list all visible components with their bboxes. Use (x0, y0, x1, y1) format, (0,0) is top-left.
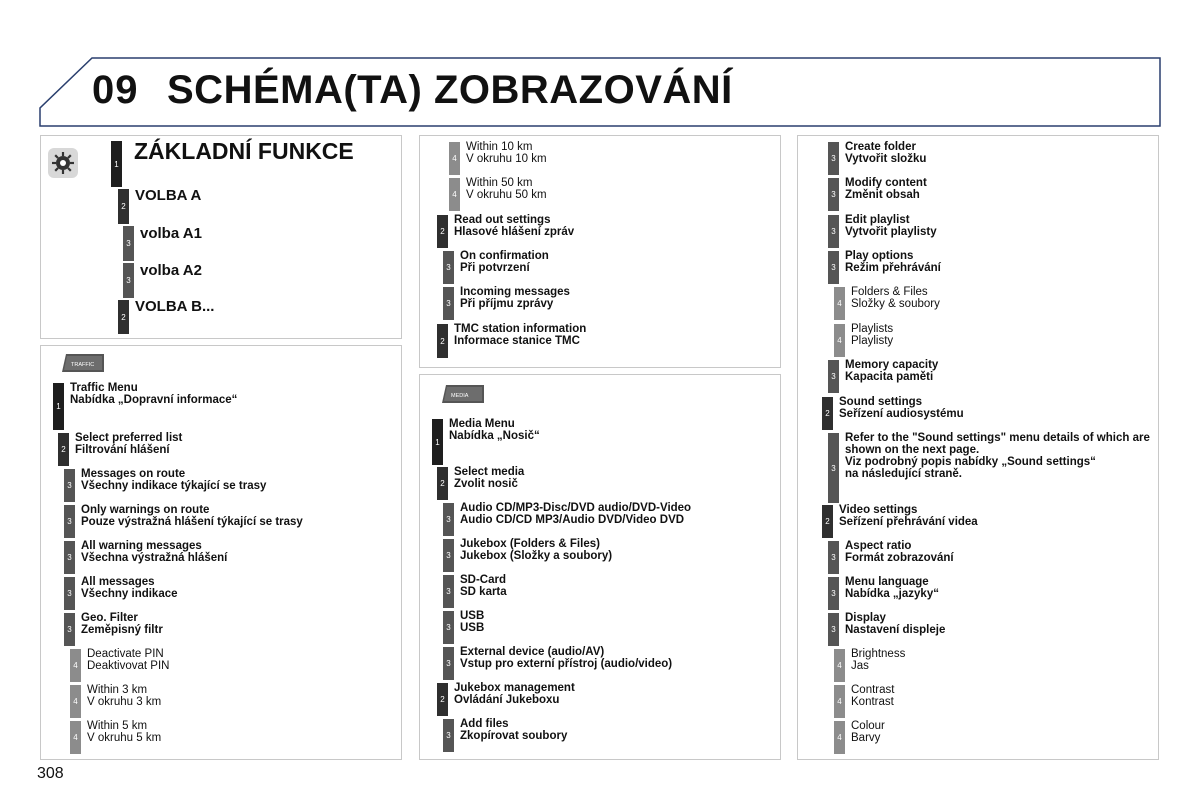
menu-entry-label (81, 504, 303, 528)
menu-entry-line: Zeměpisný filtr (81, 624, 163, 636)
menu-entry-line: SD-Card (460, 574, 507, 586)
menu-entry-line: Sound settings (839, 396, 923, 408)
legend-panel (40, 135, 402, 339)
level-marker: 3 (443, 611, 454, 644)
level-marker: 4 (834, 324, 845, 357)
menu-entry-line: Jukebox management (454, 682, 575, 694)
media-tab-icon (440, 384, 486, 404)
menu-entry-line: Nabídka „jazyky“ (845, 588, 939, 600)
menu-entry-line: V okruhu 3 km (87, 696, 162, 708)
menu-entry-label (460, 718, 567, 742)
menu-entry-label (466, 177, 547, 201)
menu-entry-line: V okruhu 50 km (466, 189, 547, 201)
level-marker: 2 (118, 189, 129, 224)
menu-entry-line: TMC station information (454, 323, 587, 335)
level-marker: 3 (443, 503, 454, 536)
menu-entry-label (845, 141, 926, 165)
level-marker: 4 (834, 649, 845, 682)
level-marker: 1 (111, 141, 122, 187)
level-marker: 3 (828, 251, 839, 284)
level-marker: 3 (828, 541, 839, 574)
menu-entry-line: Deactivate PIN (87, 648, 164, 660)
chapter-number: 09 (92, 68, 139, 112)
menu-entry-line: Jas (851, 660, 869, 672)
level-marker: 3 (443, 647, 454, 680)
menu-entry-label (87, 720, 161, 744)
menu-entry-label (851, 323, 893, 347)
level-marker: 3 (64, 505, 75, 538)
menu-entry-label (460, 250, 549, 274)
menu-entry-line: Nabídka „Dopravní informace“ (70, 394, 238, 406)
menu-entry-label (460, 502, 691, 526)
menu-entry-line: Vstup pro externí přístroj (audio/video) (460, 658, 673, 670)
traffic-tab-label: TRAFFIC (71, 362, 95, 368)
level-marker: 3 (123, 263, 134, 298)
menu-entry-line: Barvy (851, 732, 881, 744)
menu-entry-line: Formát zobrazování (845, 552, 954, 564)
menu-entry-line: Brightness (851, 648, 906, 660)
menu-entry-label (839, 396, 964, 420)
menu-entry-line: Změnit obsah (845, 189, 920, 201)
menu-entry-line: Within 50 km (466, 177, 533, 189)
menu-entry-label (845, 540, 954, 564)
menu-entry-line: Menu language (845, 576, 929, 588)
level-marker: 3 (828, 577, 839, 610)
legend-volba-a2: volba A2 (140, 262, 202, 279)
menu-entry-label (466, 141, 547, 165)
menu-entry-line: Video settings (839, 504, 918, 516)
menu-entry-label (460, 574, 507, 598)
menu-entry-line: Media Menu (449, 418, 515, 430)
level-marker: 3 (828, 142, 839, 175)
menu-entry-line: Incoming messages (460, 286, 570, 298)
level-marker: 3 (443, 719, 454, 752)
menu-entry-line: Všechna výstražná hlášení (81, 552, 228, 564)
menu-entry-line: Only warnings on route (81, 504, 210, 516)
menu-entry-line: Hlasové hlášení zpráv (454, 226, 575, 238)
menu-entry-line: shown on the next page. (845, 444, 980, 456)
menu-entry-line: Geo. Filter (81, 612, 138, 624)
media-tab-label: MEDIA (451, 393, 469, 399)
menu-entry-line: V okruhu 10 km (466, 153, 547, 165)
menu-entry-label (851, 286, 940, 310)
menu-entry-label (87, 648, 169, 672)
menu-entry-line: Filtrování hlášení (75, 444, 170, 456)
menu-entry-label (845, 250, 941, 274)
menu-entry-label (845, 432, 1150, 480)
menu-entry-line: Within 5 km (87, 720, 148, 732)
menu-entry-line: Vytvořit složku (845, 153, 927, 165)
menu-entry-label (460, 538, 612, 562)
menu-entry-line: On confirmation (460, 250, 549, 262)
legend-volba-b: VOLBA B... (135, 298, 215, 315)
menu-entry-line: Within 10 km (466, 141, 533, 153)
level-marker: 3 (828, 360, 839, 393)
menu-entry-line: Messages on route (81, 468, 186, 480)
level-marker: 4 (70, 649, 81, 682)
menu-entry-label (70, 382, 237, 406)
menu-entry-line: Zvolit nosič (454, 478, 518, 490)
menu-entry-line: Seřízení přehrávání videa (839, 516, 978, 528)
menu-entry-label (454, 323, 586, 347)
menu-entry-line: Nabídka „Nosič“ (449, 430, 540, 442)
menu-entry-label (851, 720, 885, 744)
menu-entry-line: Within 3 km (87, 684, 148, 696)
menu-entry-label (845, 359, 938, 383)
level-marker: 3 (64, 613, 75, 646)
menu-entry-label (845, 214, 937, 238)
menu-entry-line: Kapacita paměti (845, 371, 934, 383)
menu-entry-line: Deaktivovat PIN (87, 660, 170, 672)
menu-entry-line: Folders & Files (851, 286, 928, 298)
menu-entry-line: Zkopírovat soubory (460, 730, 568, 742)
legend-heading: ZÁKLADNÍ FUNKCE (134, 138, 354, 164)
level-marker: 4 (834, 685, 845, 718)
menu-entry-line: Playlists (851, 323, 894, 335)
menu-entry-line: Nastavení displeje (845, 624, 946, 636)
page-number: 308 (37, 765, 64, 782)
menu-entry-label (845, 177, 927, 201)
level-marker: 3 (443, 575, 454, 608)
menu-entry-line: All messages (81, 576, 155, 588)
menu-entry-line: Všechny indikace (81, 588, 178, 600)
menu-entry-label (460, 610, 484, 634)
level-marker: 3 (828, 178, 839, 211)
menu-entry-label (845, 612, 945, 636)
level-marker: 3 (828, 613, 839, 646)
level-marker: 2 (437, 467, 448, 500)
menu-entry-line: SD karta (460, 586, 507, 598)
menu-entry-line: Ovládání Jukeboxu (454, 694, 560, 706)
menu-entry-line: Při příjmu zprávy (460, 298, 554, 310)
level-marker: 2 (58, 433, 69, 466)
menu-entry-label (851, 648, 905, 672)
legend-volba-a: VOLBA A (135, 187, 202, 204)
menu-entry-label (839, 504, 978, 528)
menu-entry-line: Colour (851, 720, 885, 732)
menu-entry-line: Select preferred list (75, 432, 183, 444)
level-marker: 3 (828, 215, 839, 248)
menu-entry-line: Jukebox (Složky a soubory) (460, 550, 613, 562)
level-marker: 2 (822, 397, 833, 430)
level-marker: 3 (443, 539, 454, 572)
menu-entry-line: Viz podrobný popis nabídky „Sound settings“ (845, 456, 1096, 468)
menu-entry-line: Audio CD/CD MP3/Audio DVD/Video DVD (460, 514, 685, 526)
menu-entry-label (460, 286, 570, 310)
menu-entry-label (87, 684, 161, 708)
level-marker: 2 (437, 683, 448, 716)
menu-entry-line: Memory capacity (845, 359, 939, 371)
level-marker: 3 (123, 226, 134, 261)
traffic-tab-icon (60, 353, 106, 373)
menu-entry-label (460, 646, 672, 670)
level-marker: 4 (834, 287, 845, 320)
menu-entry-label (845, 576, 939, 600)
menu-entry-line: Pouze výstražná hlášení týkající se trasy (81, 516, 303, 528)
level-marker: 3 (443, 251, 454, 284)
menu-entry-line: USB (460, 622, 485, 634)
level-marker: 3 (828, 433, 839, 503)
menu-entry-label (75, 432, 182, 456)
menu-entry-line: Při potvrzení (460, 262, 530, 274)
menu-entry-label (454, 682, 575, 706)
menu-entry-line: Aspect ratio (845, 540, 912, 552)
menu-entry-line: Contrast (851, 684, 895, 696)
level-marker: 4 (834, 721, 845, 754)
level-marker: 4 (449, 178, 460, 211)
level-marker: 3 (443, 287, 454, 320)
menu-entry-line: Create folder (845, 141, 916, 153)
chapter-title: SCHÉMA(TA) ZOBRAZOVÁNÍ (167, 68, 733, 112)
menu-entry-line: Kontrast (851, 696, 894, 708)
level-marker: 2 (822, 505, 833, 538)
level-marker: 4 (449, 142, 460, 175)
menu-entry-line: Add files (460, 718, 509, 730)
level-marker: 3 (64, 469, 75, 502)
menu-entry-line: Traffic Menu (70, 382, 138, 394)
menu-entry-label (454, 466, 524, 490)
menu-entry-line: Play options (845, 250, 914, 262)
menu-entry-label (81, 576, 178, 600)
menu-entry-line: V okruhu 5 km (87, 732, 162, 744)
menu-entry-line: USB (460, 610, 485, 622)
page-header (0, 0, 1200, 130)
menu-entry-line: Jukebox (Folders & Files) (460, 538, 600, 550)
menu-entry-line: Select media (454, 466, 525, 478)
menu-entry-line: Audio CD/MP3-Disc/DVD audio/DVD-Video (460, 502, 692, 514)
menu-entry-line: na následující straně. (845, 468, 962, 480)
menu-entry-label (449, 418, 540, 442)
gear-icon (47, 147, 79, 179)
menu-entry-line: Playlisty (851, 335, 894, 347)
menu-entry-line: External device (audio/AV) (460, 646, 605, 658)
menu-entry-line: Modify content (845, 177, 927, 189)
level-marker: 2 (437, 215, 448, 248)
menu-entry-line: Informace stanice TMC (454, 335, 580, 347)
level-marker: 2 (437, 324, 448, 358)
menu-entry-line: Seřízení audiosystému (839, 408, 964, 420)
menu-entry-line: Read out settings (454, 214, 551, 226)
legend-volba-a1: volba A1 (140, 225, 202, 242)
menu-entry-line: Vytvořit playlisty (845, 226, 937, 238)
level-marker: 2 (118, 300, 129, 334)
menu-entry-line: Režim přehrávání (845, 262, 941, 274)
menu-entry-label (454, 214, 574, 238)
menu-entry-line: Display (845, 612, 886, 624)
menu-entry-label (851, 684, 894, 708)
menu-entry-label (81, 468, 266, 492)
menu-entry-label (81, 612, 163, 636)
level-marker: 3 (64, 577, 75, 610)
level-marker: 1 (432, 419, 443, 465)
menu-entry-line: All warning messages (81, 540, 202, 552)
menu-entry-line: Složky & soubory (851, 298, 940, 310)
level-marker: 4 (70, 685, 81, 718)
menu-entry-line: Refer to the "Sound settings" menu details of which are (845, 432, 1150, 444)
level-marker: 1 (53, 383, 64, 430)
menu-entry-label (81, 540, 227, 564)
menu-entry-line: Všechny indikace týkající se trasy (81, 480, 267, 492)
level-marker: 3 (64, 541, 75, 574)
level-marker: 4 (70, 721, 81, 754)
menu-entry-line: Edit playlist (845, 214, 910, 226)
